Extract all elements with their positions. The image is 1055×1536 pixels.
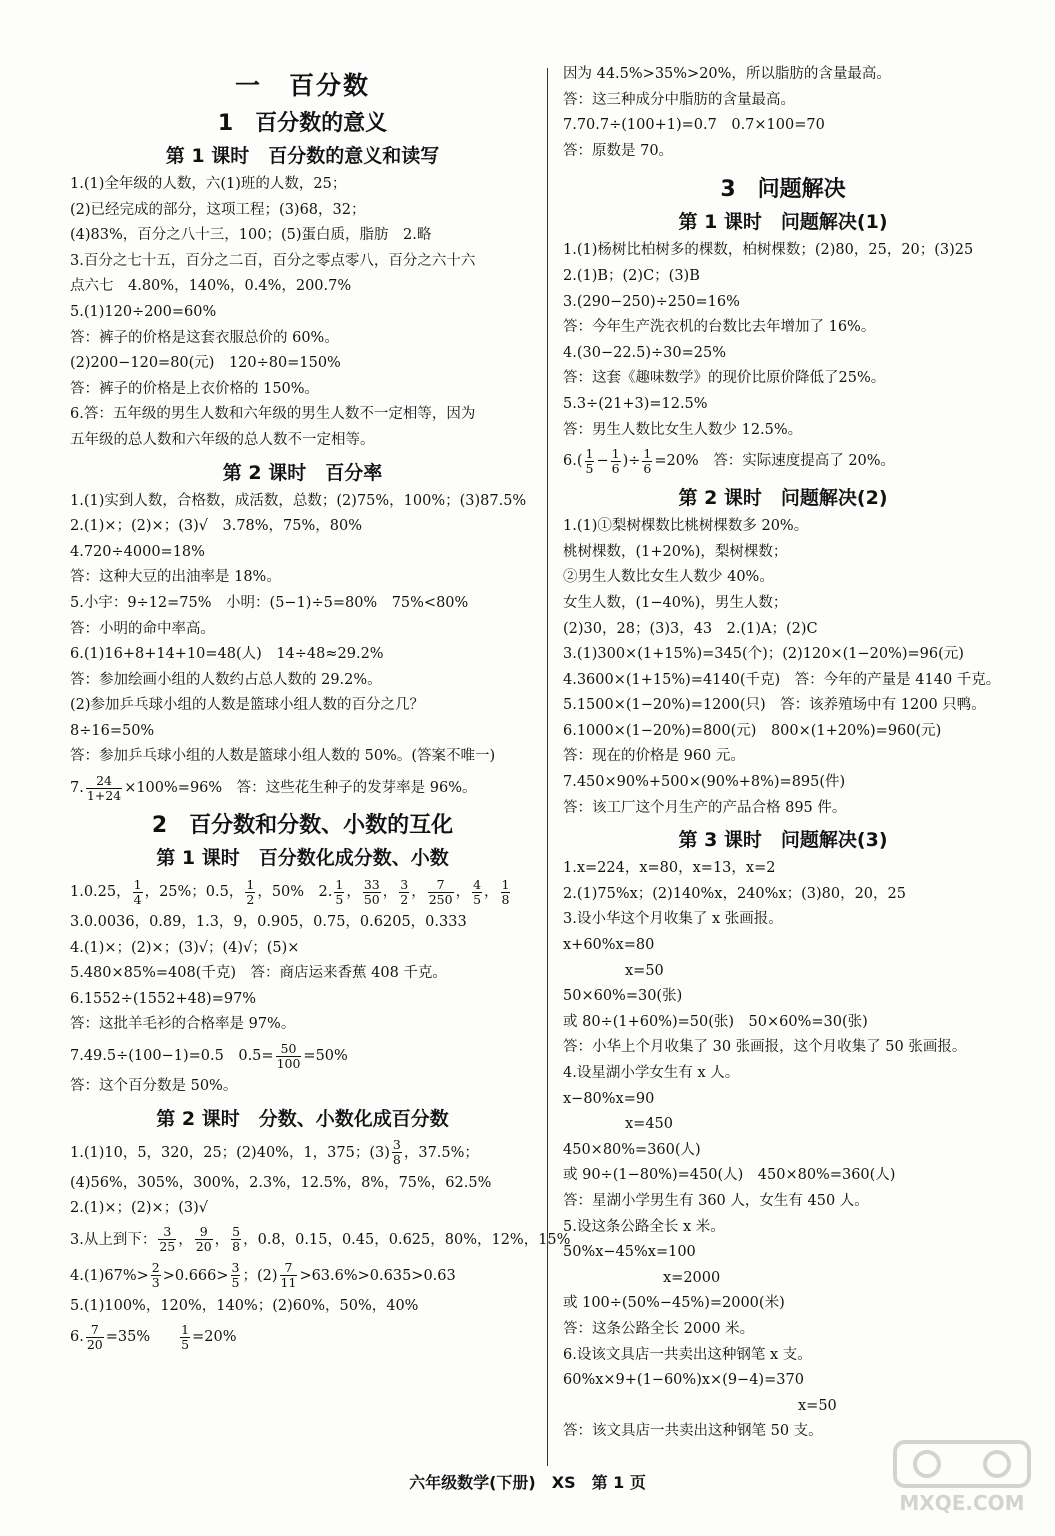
- left-column: [70, 62, 571, 1355]
- section-1-title: 1 百分数的意义: [217, 111, 388, 136]
- answer-line: 3.百分之七十五，百分之二百，百分之零点零八，百分之六十六: [70, 252, 476, 269]
- lesson-title: 第 1 课时 百分数化成分数、小数: [156, 847, 449, 870]
- answer-line: 5.3÷(21+3)=12.5%: [563, 395, 708, 412]
- lesson-title: 第 2 课时 百分率: [222, 461, 383, 484]
- answer-line: (4)56%，305%，300%，2.3%，12.5%，8%，75%，62.5%: [70, 1174, 492, 1191]
- answer-line: x=2000: [663, 1269, 721, 1286]
- answer-line: x=50: [625, 962, 664, 979]
- fraction: $\frac{1}{5}$: [335, 876, 344, 907]
- answer-line: 1.(1)杨树比柏树多的棵数，柏树棵数；(2)80，25，20；(3)25: [563, 242, 974, 259]
- answer-line: 8÷16=50%: [70, 722, 155, 739]
- answer-line: (2)200−120=80(元) 120÷80=150%: [70, 355, 341, 372]
- fraction-list: $\frac{3}{25}$ ， $\frac{9}{20}$ ， $\frac{5}{8}$: [159, 1224, 241, 1255]
- answer-line: 2.(1)75%x；(2)140%x，240%x；(3)80，20，25: [563, 885, 906, 902]
- fraction-list: $\frac{1}{5}$ ， $\frac{33}{50}$ ， $\frac{3}{2}$ ， $\frac{7}{250}$ ， $\frac{4}{5}$ ， $\frac{1}{8}$: [335, 876, 510, 907]
- lesson-answers: [70, 489, 535, 771]
- answer-line: x=450: [625, 1116, 674, 1133]
- fraction: $\frac{4}{5}$: [473, 876, 482, 907]
- answer-line: 答：星湖小学男生有 360 人，女生有 450 人。: [563, 1192, 869, 1209]
- answer-line: 或 90÷(1−80%)=450(人) 450×80%=360(人): [563, 1167, 896, 1184]
- answer-line: 5.1500×(1−20%)=1200(只) 答：该养殖场中有 1200 只鸭。: [563, 697, 986, 714]
- answer-line-q6: 6. $\frac{7}{20}$ =35% $\frac{1}{5}$ =20%: [70, 1321, 237, 1352]
- answer-line: 五年级的总人数和六年级的总人数不一定相等。: [70, 431, 375, 448]
- answer-line: 答：这种大豆的出油率是 18%。: [70, 569, 281, 586]
- watermark-logo: [887, 1438, 1037, 1518]
- section-3-title: 3 问题解决: [720, 177, 846, 203]
- answer-line: 答：今年生产洗衣机的台数比去年增加了 16%。: [563, 319, 876, 336]
- answer-line: 或 100÷(50%−45%)=2000(米): [563, 1295, 785, 1312]
- answer-line: 女生人数，(1−40%)，男生人数；: [563, 594, 788, 611]
- column-divider: [547, 68, 548, 1466]
- answer-line: 答：参加绘画小组的人数约占总人数的 29.2%。: [70, 671, 382, 688]
- answer-line: 5.480×85%=408(千克) 答：商店运来香蕉 408 千克。: [70, 965, 447, 982]
- fraction: $\frac{2}{3}$: [151, 1260, 160, 1291]
- lesson-answers: [70, 1171, 535, 1222]
- lesson-answers: [563, 856, 1003, 1445]
- lesson-answers: [70, 172, 535, 454]
- fraction: $\frac{50}{100}$: [276, 1040, 301, 1071]
- answer-line: 答：裤子的价格是这套衣服总价的 60%。: [70, 329, 339, 346]
- answer-line: (2)已经完成的部分，这项工程；(3)68，32；: [70, 201, 366, 218]
- answer-line-q3: 3.从上到下： $\frac{3}{25}$ ， $\frac{9}{20}$ ， $\frac{5}{8}$ ，0.8，0.15，0.45，0.625，80%，12%，15%: [70, 1224, 571, 1255]
- answer-line: 答：这批羊毛衫的合格率是 97%。: [70, 1016, 296, 1033]
- answer-line: 答：小华上个月收集了 30 张画报，这个月收集了 50 张画报。: [563, 1039, 967, 1056]
- fraction: $\frac{7}{11}$: [280, 1260, 297, 1291]
- answer-line: (2)30，28；(3)3，43 2.(1)A；(2)C: [563, 620, 818, 637]
- answer-line-q4: 4.(1)67%> $\frac{2}{3}$ >0.666> $\frac{3}{5}$ ；(2) $\frac{7}{11}$ >63.6%>0.635>0.63: [70, 1260, 456, 1291]
- fraction: $\frac{3}{25}$: [159, 1224, 176, 1255]
- answer-line: 6.设该文具店一共卖出这种钢笔 x 支。: [563, 1346, 812, 1363]
- answer-line: x=50: [798, 1397, 837, 1414]
- answer-line: x+60%x=80: [563, 937, 655, 954]
- answer-line: 5.(1)120÷200=60%: [70, 303, 217, 320]
- lesson-title: 第 2 课时 分数、小数化成百分数: [156, 1107, 449, 1130]
- answer-line: 答：该工厂这个月生产的产品合格 895 件。: [563, 799, 847, 816]
- answer-line: 6.1552÷(1552+48)=97%: [70, 990, 257, 1007]
- answer-line: 答：这个百分数是 50%。: [70, 1078, 238, 1095]
- answer-line: 5.(1)100%，120%，140%；(2)60%，50%，40%: [70, 1297, 419, 1314]
- answer-line: 2.(1)×；(2)×；(3)√: [70, 1200, 208, 1217]
- answer-line: (4)83%，百分之八十三，100；(5)蛋白质，脂肪 2.略: [70, 227, 432, 244]
- lesson-answers: [70, 910, 535, 1038]
- answer-line: 答：男生人数比女生人数少 12.5%。: [563, 421, 803, 438]
- fraction: $\frac{24}{1+24}$: [86, 772, 122, 803]
- answer-line: 3.设小华这个月收集了 x 张画报。: [563, 911, 783, 928]
- answer-line: 6.1000×(1−20%)=800(元) 800×(1+20%)=960(元): [563, 722, 942, 739]
- answer-line: 答：该文具店一共卖出这种钢笔 50 支。: [563, 1423, 823, 1440]
- lesson-answers: [563, 62, 1003, 164]
- answer-line: 桃树棵数，(1+20%)，梨树棵数；: [563, 543, 788, 560]
- lesson-title: 第 2 课时 问题解决(2): [678, 487, 888, 510]
- answer-line: 50×60%=30(张): [563, 988, 683, 1005]
- fraction: $\frac{7}{250}$: [428, 876, 453, 907]
- fraction: $\frac{5}{8}$: [232, 1224, 241, 1255]
- answer-line: 7.70.7÷(100+1)=0.7 0.7×100=70: [563, 117, 825, 134]
- answer-line: ②男生人数比女生人数少 40%。: [563, 569, 774, 586]
- fraction: $\frac{3}{2}$: [400, 876, 409, 907]
- answer-line: 450×80%=360(人): [563, 1141, 701, 1158]
- watermark-text: MXQE.COM: [899, 1491, 1025, 1515]
- answer-line: 1.(1)全年级的人数，六(1)班的人数，25；: [70, 176, 347, 192]
- section-2-title: 2 百分数和分数、小数的互化: [151, 813, 454, 839]
- answer-line: 3.(1)300×(1+15%)=345(个)；(2)120×(1−20%)=96(元): [563, 646, 964, 663]
- answer-line: 答：小明的命中率高。: [70, 620, 215, 637]
- fraction: $\frac{33}{50}$: [363, 876, 380, 907]
- answer-line: 3.(290−250)÷250=16%: [563, 293, 740, 310]
- answer-line: 答：裤子的价格是上衣价格的 150%。: [70, 380, 320, 397]
- answer-line: 5.设这条公路全长 x 米。: [563, 1218, 725, 1235]
- fraction: $\frac{1}{6}$: [643, 445, 652, 476]
- answer-line: 因为 44.5%>35%>20%，所以脂肪的含量最高。: [563, 66, 891, 82]
- answer-line: 6.(1)16+8+14+10=48(人) 14÷48≈29.2%: [70, 646, 384, 663]
- answer-line: 答：原数是 70。: [563, 142, 674, 159]
- answer-line-q6: 6.( $\frac{1}{5}$ − $\frac{1}{6}$ )÷ $\frac{1}{6}$ =20% 答：实际速度提高了 20%。: [563, 445, 896, 476]
- answer-line: 答：这条公路全长 2000 米。: [563, 1320, 755, 1337]
- fraction: $\frac{9}{20}$: [195, 1224, 212, 1255]
- lesson-answers: [563, 514, 1003, 821]
- answer-line: 答：参加乒乓球小组的人数是篮球小组人数的 50%。(答案不唯一): [70, 748, 496, 765]
- answer-line-q7: 7. $\frac{24}{1+24}$ ×100%=96% 答：这些花生种子的发芽率是 96%。: [70, 772, 477, 803]
- answer-line: 2.(1)×；(2)×；(3)√ 3.78%，75%，80%: [70, 518, 363, 535]
- answer-line: 7.450×90%+500×(90%+8%)=895(件): [563, 774, 846, 791]
- answer-line: 5.小宇：9÷12=75% 小明：(5−1)÷5=80% 75%<80%: [70, 594, 469, 611]
- answer-line: 1.(1)①梨树棵数比桃树棵数多 20%。: [563, 518, 809, 535]
- answer-line: 60%x×9+(1−60%)x×(9−4)=370: [563, 1372, 804, 1389]
- answer-line-q1: 1.(1)10，5，320，25；(2)40%，1，375；(3) $\frac{3}{8}$ ，37.5%；: [70, 1137, 479, 1168]
- answer-line: 答：这三种成分中脂肪的含量最高。: [563, 91, 795, 108]
- answer-line-q7: 7.49.5÷(100−1)=0.5 0.5= $\frac{50}{100}$ =50%: [70, 1040, 348, 1071]
- answer-line: 答：这套《趣味数学》的现价比原价降低了25%。: [563, 370, 886, 387]
- answer-line: 6.答：五年级的男生人数和六年级的男生人数不一定相等，因为: [70, 406, 476, 423]
- answer-line-q1: 1.0.25， $\frac{1}{4}$ ，25%；0.5， $\frac{1}{2}$ ，50% 2. $\frac{1}{5}$ ， $\frac{33}{50}$ ， $\frac{3}{2}$ ， $\frac{7}{250}$ ， $\frac{4}{5}$ ， $\frac{1}{8}$: [70, 874, 535, 910]
- answer-line: 点六七 4.80%，140%，0.4%，200.7%: [70, 278, 352, 295]
- answer-line: (2)参加乒乓球小组的人数是篮球小组人数的百分之几？: [70, 697, 425, 714]
- answer-line: 2.(1)B；(2)C；(3)B: [563, 267, 700, 284]
- fraction: $\frac{1}{4}$: [133, 876, 142, 907]
- answer-line: 或 80÷(1+60%)=50(张) 50×60%=30(张): [563, 1013, 868, 1030]
- answer-line: x−80%x=90: [563, 1090, 655, 1107]
- right-column: [563, 62, 1003, 1445]
- lesson-title: 第 3 课时 问题解决(3): [678, 829, 888, 852]
- answer-line: 4.设星湖小学女生有 x 人。: [563, 1065, 740, 1081]
- fraction: $\frac{3}{5}$: [231, 1260, 240, 1291]
- fraction: $\frac{1}{2}$: [246, 876, 255, 907]
- answer-line: 4.(1)×；(2)×；(3)√；(4)√；(5)×: [70, 939, 300, 956]
- answer-line: 4.(30−22.5)÷30=25%: [563, 344, 727, 361]
- fraction: $\frac{1}{5}$: [181, 1321, 190, 1352]
- answer-line: 答：现在的价格是 960 元。: [563, 748, 745, 765]
- answer-line: 4.3600×(1+15%)=4140(千克) 答：今年的产量是 4140 千克。: [563, 671, 1001, 688]
- answer-line: 50%x−45%x=100: [563, 1244, 696, 1261]
- answer-line: 1.x=224，x=80，x=13，x=2: [563, 860, 776, 877]
- answer-line: 4.720÷4000=18%: [70, 543, 205, 560]
- page-footer: 六年级数学(下册) XS 第 1 页: [409, 1473, 646, 1492]
- fraction: $\frac{3}{8}$: [392, 1137, 401, 1168]
- answer-line: 1.(1)实到人数，合格数，成活数，总数；(2)75%，100%；(3)87.5%: [70, 492, 527, 509]
- answer-line: 3.0.0036，0.89，1.3，9，0.905，0.75，0.6205，0.333: [70, 914, 467, 931]
- fraction: $\frac{7}{20}$: [86, 1321, 103, 1352]
- fraction: $\frac{1}{6}$: [611, 445, 620, 476]
- lesson-title: 第 1 课时 问题解决(1): [678, 211, 888, 234]
- lesson-answers: [563, 238, 1003, 443]
- unit-title: 一 百分数: [234, 71, 370, 100]
- fraction: $\frac{1}{8}$: [501, 876, 510, 907]
- lesson-title: 第 1 课时 百分数的意义和读写: [165, 145, 440, 167]
- fraction: $\frac{1}{5}$: [585, 445, 594, 476]
